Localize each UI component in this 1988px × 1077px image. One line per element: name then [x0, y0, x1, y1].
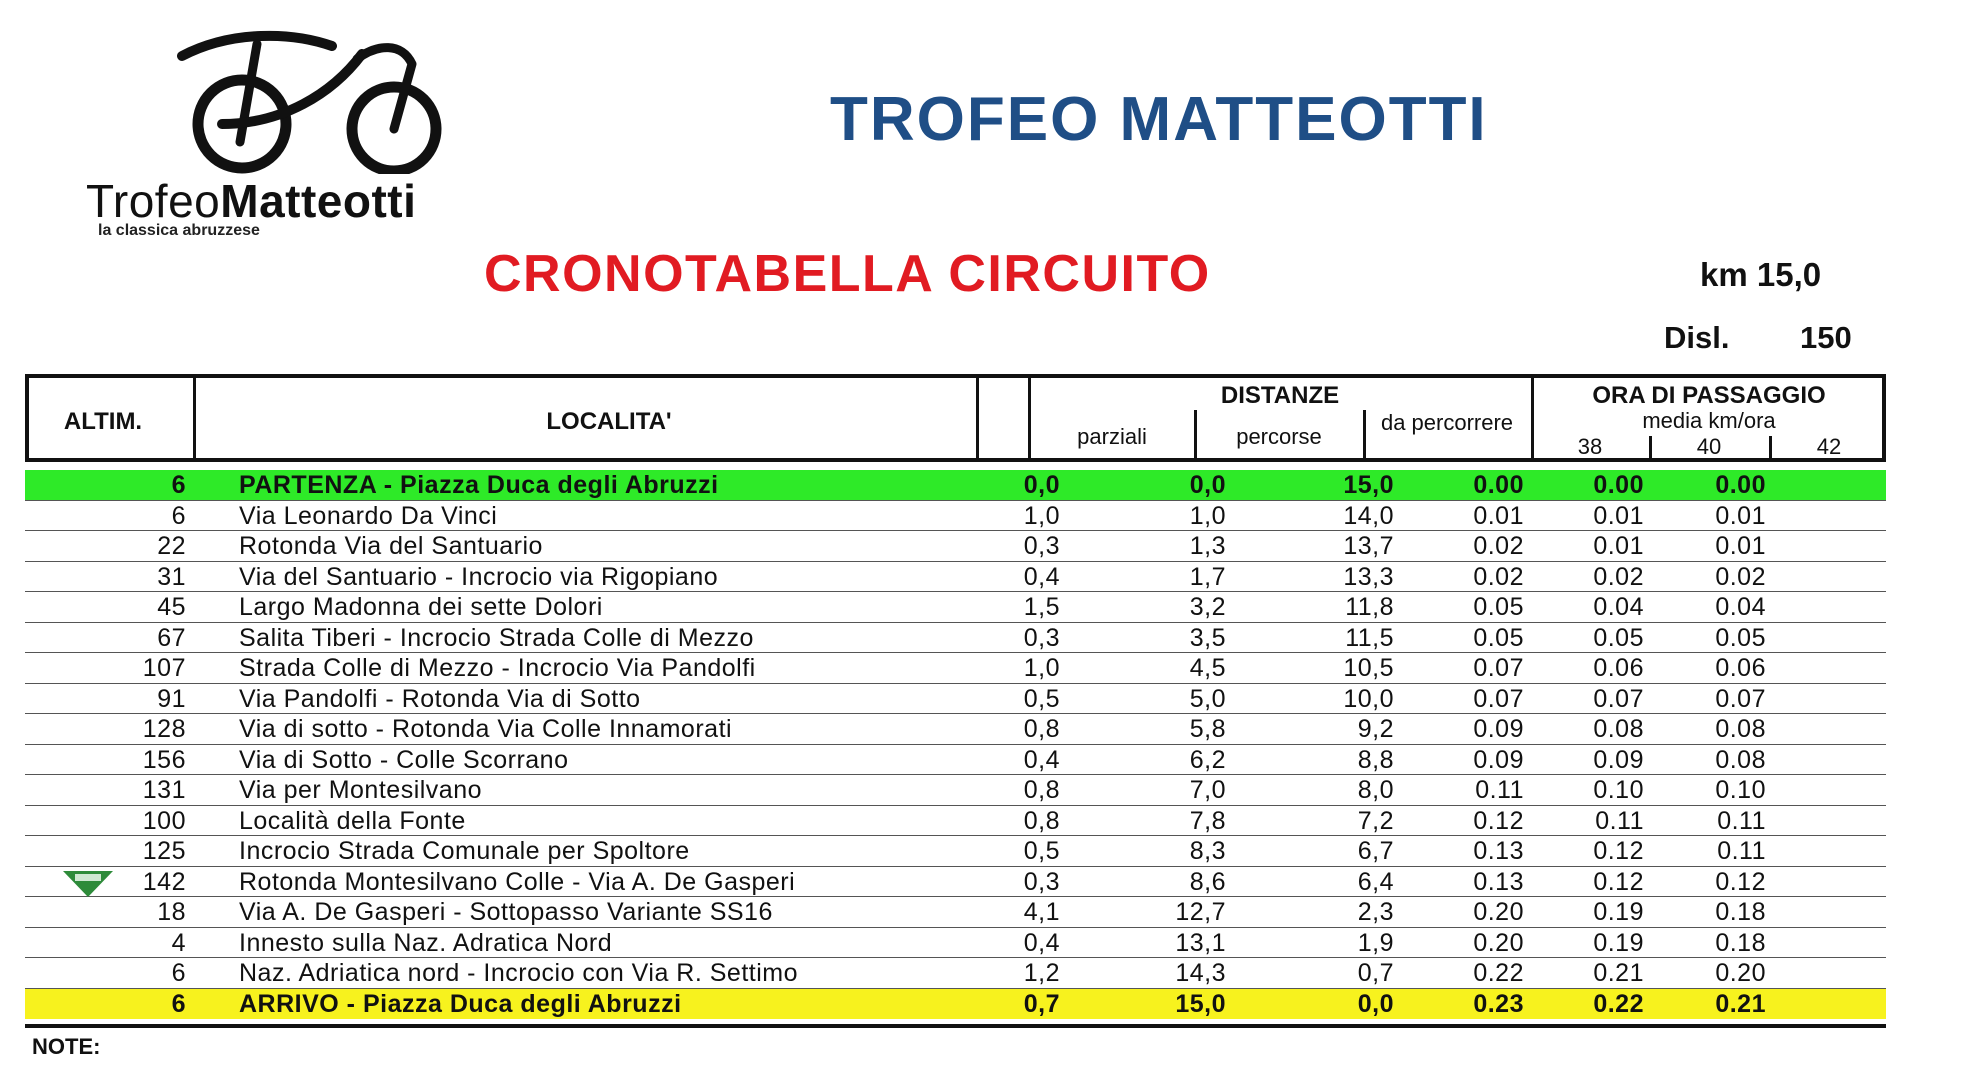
- time-40-cell: 0.09: [1593, 745, 1644, 774]
- remaining-distance-cell: 13,7: [1343, 532, 1394, 560]
- time-38-cell: 0.00: [1473, 471, 1524, 499]
- partial-distance-cell: 1,5: [1023, 593, 1060, 621]
- time-42-cell: 0.10: [1715, 776, 1766, 804]
- partial-distance-cell: 1,0: [1023, 654, 1060, 682]
- time-40-cell: 0.00: [1593, 471, 1644, 499]
- location-cell: Rotonda Via del Santuario: [239, 532, 543, 560]
- time-38-cell: 0.09: [1473, 745, 1524, 774]
- time-42-cell: 0.21: [1715, 989, 1766, 1018]
- altitude-cell: 128: [142, 715, 186, 743]
- table-row: [25, 806, 1886, 837]
- partial-distance-cell: 0,3: [1023, 623, 1060, 652]
- table-row: [25, 836, 1886, 867]
- table-row: [25, 714, 1886, 745]
- partial-distance-cell: 0,3: [1023, 532, 1060, 560]
- notes-label: NOTE:: [32, 1034, 101, 1059]
- covered-distance-cell: 1,0: [1189, 501, 1226, 530]
- time-42-cell: 0.04: [1715, 593, 1766, 621]
- partial-distance-cell: 1,2: [1023, 959, 1060, 987]
- altitude-cell: 125: [142, 837, 186, 865]
- col-ora-di-passaggio: ORA DI PASSAGGIO: [1592, 382, 1826, 409]
- remaining-distance-cell: 8,8: [1357, 745, 1394, 774]
- remaining-distance-cell: 0,7: [1357, 959, 1394, 987]
- altitude-cell: 6: [171, 471, 186, 499]
- time-38-cell: 0.02: [1473, 532, 1524, 560]
- remaining-distance-cell: 0,0: [1357, 989, 1394, 1018]
- time-40-cell: 0.08: [1593, 715, 1644, 743]
- altitude-cell: 67: [157, 623, 186, 652]
- cyclist-icon: [162, 24, 462, 174]
- page-title: TROFEO MATTEOTTI: [830, 85, 1488, 154]
- remaining-distance-cell: 10,5: [1343, 654, 1394, 682]
- time-38-cell: 0.13: [1473, 867, 1524, 896]
- location-cell: Via di Sotto - Colle Scorrano: [239, 745, 569, 774]
- partial-distance-cell: 0,8: [1023, 776, 1060, 804]
- remaining-distance-cell: 13,3: [1343, 562, 1394, 591]
- altitude-cell: 156: [142, 745, 186, 774]
- total-distance: km 15,0: [1700, 256, 1822, 293]
- time-42-cell: 0.01: [1715, 501, 1766, 530]
- time-40-cell: 0.01: [1593, 532, 1644, 560]
- covered-distance-cell: 4,5: [1189, 654, 1226, 682]
- time-40-cell: 0.06: [1593, 654, 1644, 682]
- time-42-cell: 0.06: [1715, 654, 1766, 682]
- logo-tagline: la classica abruzzese: [98, 222, 260, 239]
- partial-distance-cell: 0,0: [1023, 471, 1060, 499]
- table-row: [25, 653, 1886, 684]
- partial-distance-cell: 1,0: [1023, 501, 1060, 530]
- covered-distance-cell: 6,2: [1189, 745, 1226, 774]
- covered-distance-cell: 1,3: [1189, 532, 1226, 560]
- col-localita: LOCALITA': [546, 408, 672, 435]
- time-42-cell: 0.02: [1715, 562, 1766, 591]
- time-42-cell: 0.07: [1715, 684, 1766, 713]
- time-42-cell: 0.11: [1717, 837, 1766, 865]
- time-38-cell: 0.07: [1473, 684, 1524, 713]
- remaining-distance-cell: 10,0: [1343, 684, 1394, 713]
- time-38-cell: 0.22: [1473, 959, 1524, 987]
- location-cell: Salita Tiberi - Incrocio Strada Colle di Mezzo: [239, 623, 754, 652]
- covered-distance-cell: 0,0: [1189, 471, 1226, 499]
- altitude-cell: 91: [157, 684, 186, 713]
- altitude-cell: 22: [157, 532, 186, 560]
- time-42-cell: 0.18: [1715, 928, 1766, 957]
- time-40-cell: 0.11: [1595, 806, 1644, 835]
- time-38-cell: 0.07: [1473, 654, 1524, 682]
- time-42-cell: 0.08: [1715, 745, 1766, 774]
- col-percorse: percorse: [1236, 424, 1322, 449]
- time-42-cell: 0.08: [1715, 715, 1766, 743]
- time-42-cell: 0.00: [1715, 471, 1766, 499]
- partial-distance-cell: 0,4: [1023, 928, 1060, 957]
- table-row: [25, 501, 1886, 532]
- location-cell: ARRIVO - Piazza Duca degli Abruzzi: [239, 989, 682, 1018]
- covered-distance-cell: 3,5: [1189, 623, 1226, 652]
- logo-wordmark: TrofeoMatteotti: [86, 175, 417, 227]
- remaining-distance-cell: 14,0: [1343, 501, 1394, 530]
- altitude-cell: 31: [157, 562, 186, 591]
- covered-distance-cell: 12,7: [1175, 898, 1226, 926]
- location-cell: Naz. Adriatica nord - Incrocio con Via R. Settimo: [239, 959, 798, 987]
- time-42-cell: 0.20: [1715, 959, 1766, 987]
- table-row: [25, 531, 1886, 562]
- bottom-divider: [25, 1024, 1886, 1028]
- remaining-distance-cell: 15,0: [1343, 471, 1394, 499]
- time-40-cell: 0.19: [1593, 898, 1644, 926]
- location-cell: Via Leonardo Da Vinci: [239, 501, 498, 530]
- remaining-distance-cell: 11,5: [1345, 623, 1394, 652]
- time-38-cell: 0.20: [1473, 928, 1524, 957]
- altitude-cell: 131: [142, 776, 186, 804]
- elevation-gain-label: Disl.: [1664, 320, 1730, 355]
- time-40-cell: 0.01: [1593, 501, 1644, 530]
- time-38-cell: 0.09: [1473, 715, 1524, 743]
- time-38-cell: 0.13: [1473, 837, 1524, 865]
- remaining-distance-cell: 9,2: [1357, 715, 1394, 743]
- altitude-cell: 6: [171, 959, 186, 987]
- time-38-cell: 0.02: [1473, 562, 1524, 591]
- col-speed-38: 38: [1577, 434, 1603, 459]
- location-cell: Via di sotto - Rotonda Via Colle Innamorati: [239, 715, 733, 743]
- partial-distance-cell: 0,4: [1023, 562, 1060, 591]
- time-38-cell: 0.01: [1473, 501, 1524, 530]
- page-subtitle: CRONOTABELLA CIRCUITO: [484, 245, 1211, 303]
- time-40-cell: 0.07: [1593, 684, 1644, 713]
- altitude-cell: 18: [157, 898, 186, 926]
- covered-distance-cell: 15,0: [1175, 989, 1226, 1018]
- time-40-cell: 0.22: [1593, 989, 1644, 1018]
- location-cell: Incrocio Strada Comunale per Spoltore: [239, 837, 690, 865]
- time-40-cell: 0.12: [1593, 867, 1644, 896]
- location-cell: PARTENZA - Piazza Duca degli Abruzzi: [239, 471, 719, 499]
- covered-distance-cell: 5,0: [1189, 684, 1226, 713]
- remaining-distance-cell: 11,8: [1345, 593, 1394, 621]
- partial-distance-cell: 0,3: [1023, 867, 1060, 896]
- location-cell: Rotonda Montesilvano Colle - Via A. De Gasperi: [239, 867, 796, 896]
- table-row: [25, 592, 1886, 623]
- partial-distance-cell: 0,8: [1023, 806, 1060, 835]
- time-42-cell: 0.05: [1715, 623, 1766, 652]
- location-cell: Via A. De Gasperi - Sottopasso Variante SS16: [239, 898, 773, 926]
- time-38-cell: 0.05: [1473, 623, 1524, 652]
- partial-distance-cell: 0,7: [1023, 989, 1060, 1018]
- table-row: [25, 562, 1886, 593]
- time-40-cell: 0.04: [1593, 593, 1644, 621]
- partial-distance-cell: 0,5: [1023, 837, 1060, 865]
- altitude-cell: 4: [171, 928, 186, 957]
- partial-distance-cell: 0,4: [1023, 745, 1060, 774]
- partial-distance-cell: 4,1: [1023, 898, 1060, 926]
- col-speed-40: 40: [1696, 434, 1722, 459]
- location-cell: Via del Santuario - Incrocio via Rigopiano: [239, 562, 719, 591]
- covered-distance-cell: 7,8: [1189, 806, 1226, 835]
- covered-distance-cell: 1,7: [1189, 562, 1226, 591]
- remaining-distance-cell: 6,7: [1357, 837, 1394, 865]
- table-row: [25, 775, 1886, 806]
- location-cell: Strada Colle di Mezzo - Incrocio Via Pandolfi: [239, 654, 756, 682]
- logo: [86, 24, 486, 239]
- time-table: [25, 470, 1886, 1019]
- time-42-cell: 0.12: [1715, 867, 1766, 896]
- table-row: [25, 623, 1886, 654]
- altitude-cell: 100: [142, 806, 186, 835]
- time-40-cell: 0.19: [1593, 928, 1644, 957]
- altitude-cell: 142: [142, 867, 186, 896]
- col-media: media km/ora: [1642, 408, 1776, 433]
- time-42-cell: 0.11: [1717, 806, 1766, 835]
- covered-distance-cell: 5,8: [1189, 715, 1226, 743]
- time-40-cell: 0.21: [1593, 959, 1644, 987]
- partial-distance-cell: 0,5: [1023, 684, 1060, 713]
- remaining-distance-cell: 6,4: [1357, 867, 1394, 896]
- altitude-cell: 107: [142, 654, 186, 682]
- time-38-cell: 0.23: [1473, 989, 1524, 1018]
- time-40-cell: 0.05: [1593, 623, 1644, 652]
- col-parziali: parziali: [1077, 424, 1147, 449]
- altitude-cell: 45: [157, 593, 186, 621]
- altitude-cell: 6: [171, 989, 186, 1018]
- col-distanze: DISTANZE: [1220, 382, 1340, 409]
- location-cell: Largo Madonna dei sette Dolori: [239, 593, 603, 621]
- table-row: [25, 958, 1886, 989]
- time-40-cell: 0.02: [1593, 562, 1644, 591]
- time-40-cell: 0.10: [1593, 776, 1644, 804]
- altitude-cell: 6: [171, 501, 186, 530]
- covered-distance-cell: 7,0: [1189, 776, 1226, 804]
- table-row: [25, 470, 1886, 501]
- location-cell: Località della Fonte: [239, 806, 466, 835]
- covered-distance-cell: 3,2: [1189, 593, 1226, 621]
- covered-distance-cell: 8,3: [1189, 837, 1226, 865]
- time-38-cell: 0.20: [1473, 898, 1524, 926]
- table-row: [25, 867, 1886, 898]
- time-40-cell: 0.12: [1593, 837, 1644, 865]
- col-altim: ALTIM.: [63, 408, 143, 435]
- time-38-cell: 0.11: [1475, 776, 1524, 804]
- location-cell: Via Pandolfi - Rotonda Via di Sotto: [239, 684, 641, 713]
- table-row: [25, 928, 1886, 959]
- remaining-distance-cell: 2,3: [1357, 898, 1394, 926]
- covered-distance-cell: 8,6: [1189, 867, 1226, 896]
- table-row: [25, 745, 1886, 776]
- elevation-gain-value: 150: [1800, 320, 1852, 355]
- time-42-cell: 0.01: [1715, 532, 1766, 560]
- remaining-distance-cell: 8,0: [1357, 776, 1394, 804]
- location-cell: Innesto sulla Naz. Adratica Nord: [239, 928, 613, 957]
- partial-distance-cell: 0,8: [1023, 715, 1060, 743]
- remaining-distance-cell: 1,9: [1357, 928, 1394, 957]
- table-row: [25, 897, 1886, 928]
- covered-distance-cell: 14,3: [1175, 959, 1226, 987]
- table-row: [25, 989, 1886, 1020]
- time-42-cell: 0.18: [1715, 898, 1766, 926]
- location-cell: Via per Montesilvano: [239, 776, 483, 804]
- remaining-distance-cell: 7,2: [1357, 806, 1394, 835]
- covered-distance-cell: 13,1: [1175, 928, 1226, 957]
- table-row: [25, 684, 1886, 715]
- time-38-cell: 0.05: [1473, 593, 1524, 621]
- col-speed-42: 42: [1816, 434, 1842, 459]
- table-header: [25, 374, 1886, 462]
- col-da-percorrere: da percorrere: [1380, 410, 1514, 435]
- time-38-cell: 0.12: [1473, 806, 1524, 835]
